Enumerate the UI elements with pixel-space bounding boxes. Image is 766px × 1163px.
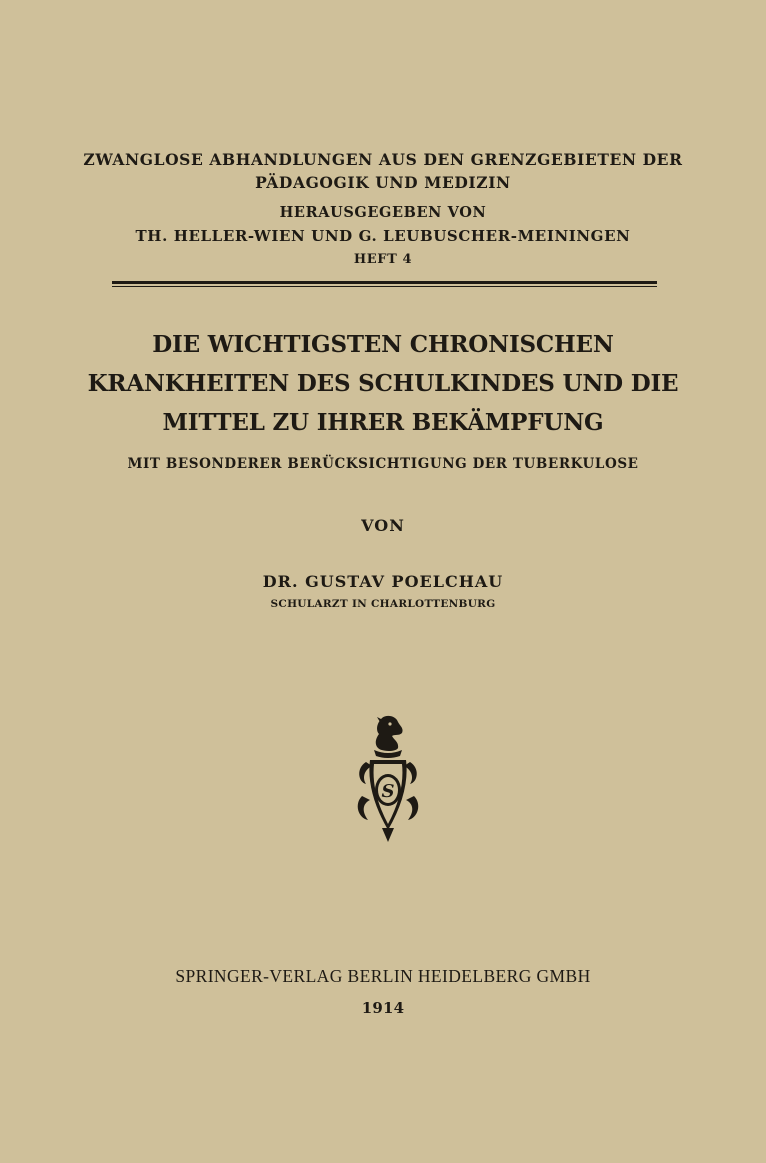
by-label: VON xyxy=(361,516,405,535)
double-rule-top xyxy=(112,281,657,284)
publisher-name: SPRINGER-VERLAG BERLIN HEIDELBERG GMBH xyxy=(175,966,591,986)
springer-chess-knight-logo-icon xyxy=(352,712,424,844)
title-line-1: DIE WICHTIGSTEN CHRONISCHEN xyxy=(152,331,614,358)
edited-by-label: HERAUSGEGEBEN VON xyxy=(279,204,487,221)
title-line-3: MITTEL ZU IHRER BEKÄMPFUNG xyxy=(162,409,604,436)
logo-monogram: S xyxy=(381,781,395,802)
issue-number: HEFT 4 xyxy=(353,252,413,267)
title-line-2: KRANKHEITEN DES SCHULKINDES UND DIE xyxy=(87,370,679,397)
series-title-line-2: PÄDAGOGIK UND MEDIZIN xyxy=(255,173,511,192)
author-name: DR. GUSTAV POELCHAU xyxy=(262,572,504,591)
publication-year: 1914 xyxy=(361,999,405,1017)
series-title-line-1: ZWANGLOSE ABHANDLUNGEN AUS DEN GRENZGEBIETEN DER xyxy=(83,150,683,169)
editors-line: TH. HELLER-WIEN UND G. LEUBUSCHER-MEININGEN xyxy=(135,227,631,245)
subtitle: MIT BESONDERER BERÜCKSICHTIGUNG DER TUBERKULOSE xyxy=(127,456,639,472)
author-affiliation: SCHULARZT IN CHARLOTTENBURG xyxy=(270,598,496,610)
double-rule-bottom xyxy=(112,286,657,287)
